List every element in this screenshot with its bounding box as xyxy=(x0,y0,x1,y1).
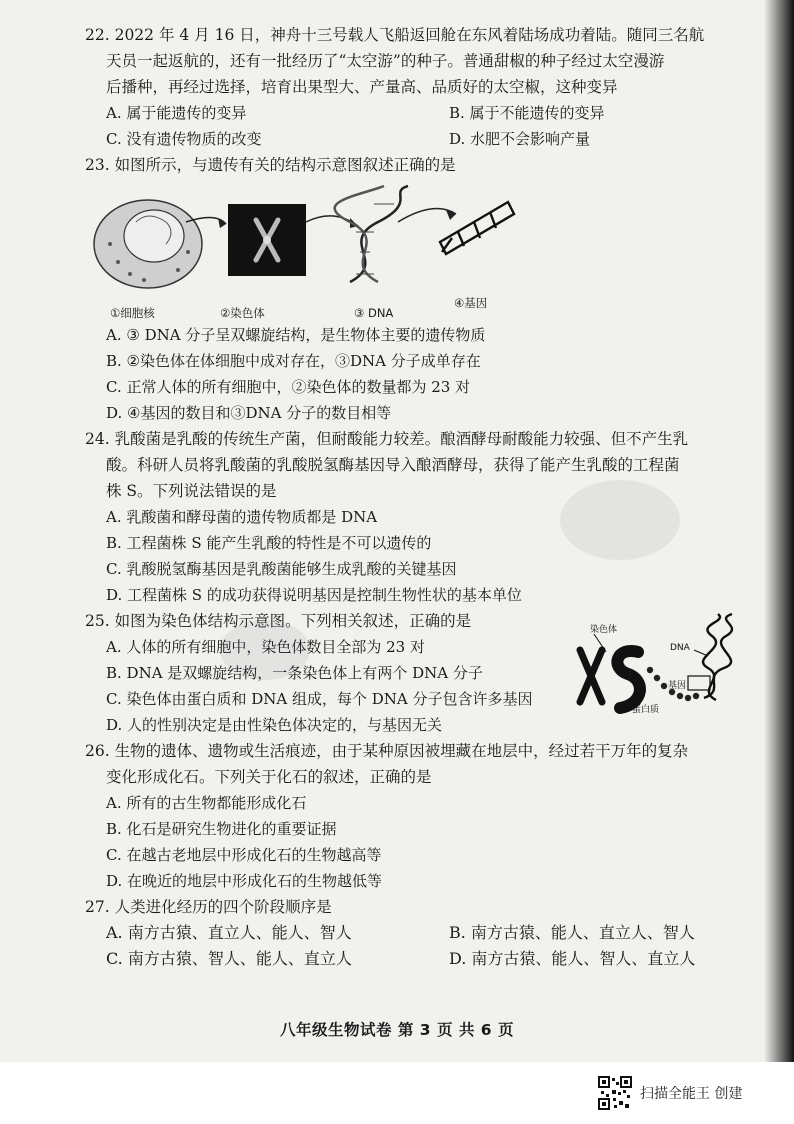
option-c: C. 南方古猿、智人、能人、直立人 xyxy=(106,949,352,968)
qr-code-icon xyxy=(598,1076,632,1110)
chromosome-structure-figure xyxy=(576,612,736,716)
option-b: B. ②染色体在体细胞中成对存在，③DNA 分子成单存在 xyxy=(106,352,481,370)
question-stem: 22. 2022 年 4 月 16 日，神舟十三号载人飞船返回舱在东风着陆场成功着陆。随同三名航 xyxy=(85,26,705,44)
option-c: C. 乳酸脱氢酶基因是乳酸菌能够生成乳酸的关键基因 xyxy=(106,560,457,578)
page-footer: 八年级生物试卷 第 3 页 共 6 页 xyxy=(280,1021,514,1039)
option-b: B. 工程菌株 S 能产生乳酸的特性是不可以遗传的 xyxy=(106,534,432,552)
question-stem: 24. 乳酸菌是乳酸的传统生产菌，但耐酸能力较差。酿酒酵母耐酸能力较强、但不产生乳 xyxy=(85,430,689,448)
option-b: B. 化石是研究生物进化的重要证据 xyxy=(106,820,337,838)
question-stem: 株 S。下列说法错误的是 xyxy=(106,482,277,500)
question-stem: 23. 如图所示，与遗传有关的结构示意图叙述正确的是 xyxy=(85,156,456,174)
option-d: D. 南方古猿、能人、智人、直立人 xyxy=(449,949,696,968)
option-c: C. 正常人体的所有细胞中，②染色体的数量都为 23 对 xyxy=(106,378,471,396)
question-list xyxy=(85,22,774,972)
x-chromosome-image xyxy=(580,650,602,702)
question-stem: 酸。科研人员将乳酸菌的乳酸脱氢酶基因导入酿酒酵母，获得了能产生乳酸的工程菌 xyxy=(106,456,680,474)
coiled-chromatin-image xyxy=(617,651,640,708)
figure-label-gene: ④基因 xyxy=(454,296,488,310)
label-dna: DNA xyxy=(670,643,690,653)
scanner-watermark xyxy=(598,1076,742,1110)
option-a: A. 所有的古生物都能形成化石 xyxy=(106,794,307,812)
option-b: B. 属于不能遗传的变异 xyxy=(449,104,605,122)
scanner-watermark-text: 扫描全能王 创建 xyxy=(640,1086,743,1102)
question-25 xyxy=(85,608,774,738)
option-a: A. 人体的所有细胞中，染色体数目全部为 23 对 xyxy=(106,638,425,656)
option-d: D. 水肥不会影响产量 xyxy=(449,130,591,148)
figure-label-dna: ③ DNA xyxy=(354,306,394,320)
question-24 xyxy=(85,426,774,608)
label-chromosome: 染色体 xyxy=(590,625,618,635)
question-stem: 变化形成化石。下列关于化石的叙述，正确的是 xyxy=(106,768,432,786)
figure-label-chromosome: ②染色体 xyxy=(220,306,265,320)
question-stem: 27. 人类进化经历的四个阶段顺序是 xyxy=(85,898,332,916)
chromosome-image xyxy=(228,204,306,276)
cell-nucleus-image xyxy=(94,200,202,288)
label-protein: 蛋白质 xyxy=(632,705,660,715)
genetics-structure-figure xyxy=(88,182,774,318)
question-stem: 25. 如图为染色体结构示意图。下列相关叙述，正确的是 xyxy=(85,612,472,630)
label-gene: 基因 xyxy=(668,681,687,691)
option-d: D. 工程菌株 S 的成功获得说明基因是控制生物性状的基本单位 xyxy=(106,586,522,604)
gene-segment-image xyxy=(440,202,514,254)
option-a: A. 属于能遗传的变异 xyxy=(106,104,247,122)
question-27 xyxy=(85,894,774,972)
question-stem: 后播种，再经过选择，培育出果型大、产量高、品质好的太空椒，这种变异 xyxy=(106,78,618,96)
question-stem: 26. 生物的遗体、遗物或生活痕迹，由于某种原因被埋藏在地层中，经过若干万年的复杂 xyxy=(85,742,689,760)
option-a: A. 乳酸菌和酵母菌的遗传物质都是 DNA xyxy=(106,508,378,526)
question-23 xyxy=(85,152,774,426)
option-d: D. 人的性别决定是由性染色体决定的，与基因无关 xyxy=(106,716,443,734)
question-22 xyxy=(85,22,774,152)
option-b: B. DNA 是双螺旋结构，一条染色体上有两个 DNA 分子 xyxy=(106,664,483,682)
dna-helix-image xyxy=(335,186,408,282)
figure-label-nucleus: ①细胞核 xyxy=(110,306,155,320)
option-c: C. 染色体由蛋白质和 DNA 组成，每个 DNA 分子包含许多基因 xyxy=(106,690,533,708)
option-a: A. 南方古猿、直立人、能人、智人 xyxy=(106,923,352,942)
option-a: A. ③ DNA 分子呈双螺旋结构，是生物体主要的遗传物质 xyxy=(106,326,486,344)
option-c: C. 在越古老地层中形成化石的生物越高等 xyxy=(106,846,382,864)
figure-drawing xyxy=(88,182,548,300)
option-b: B. 南方古猿、能人、直立人、智人 xyxy=(449,923,695,942)
option-d: D. ④基因的数目和③DNA 分子的数目相等 xyxy=(106,404,392,422)
option-c: C. 没有遗传物质的改变 xyxy=(106,130,262,148)
dna-strand-image xyxy=(703,614,732,700)
option-d: D. 在晚近的地层中形成化石的生物越低等 xyxy=(106,872,383,890)
question-26 xyxy=(85,738,774,894)
question-stem: 天员一起返航的，还有一批经历了“太空游”的种子。普通甜椒的种子经过太空漫游 xyxy=(106,52,665,70)
